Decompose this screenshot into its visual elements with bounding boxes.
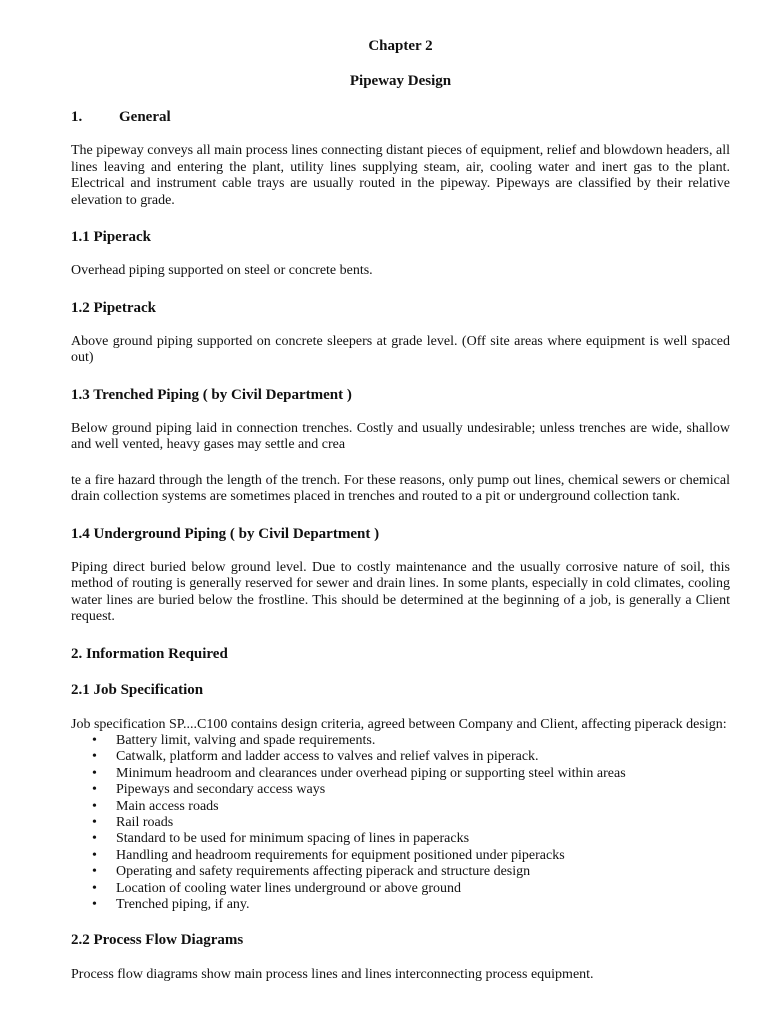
section-heading-piperack: 1.1 Piperack — [71, 229, 151, 245]
section-number: 1. — [71, 109, 83, 125]
list-item: • Operating and safety requirements affecting piperack and structure design — [116, 864, 730, 880]
list-item: • Handling and headroom requirements for equipment positioned under piperacks — [116, 848, 730, 864]
list-item: • Main access roads — [116, 799, 730, 815]
job-spec-list — [71, 733, 730, 913]
chapter-label: Chapter 2 — [368, 38, 433, 54]
paragraph-general: The pipeway conveys all main process lines connecting distant pieces of equipment, relief and blowdown headers, all lines leaving and entering the plant, utility lines supplying steam, air, cooling water and inert gas to the plant. Electrical and instrument cable trays are usually routed in the pipeway. Pipeways are classified by their relative elevation to grade. — [71, 143, 730, 208]
page-title: Pipeway Design — [349, 73, 452, 89]
section-heading-pipetrack: 1.2 Pipetrack — [71, 299, 156, 316]
paragraph-trenched-1: Below ground piping laid in connection trenches. Costly and usually undesirable; unless trenches are wide, shallow and well vented, heavy gases may settle and crea — [71, 420, 730, 452]
paragraph-pipetrack: Above ground piping supported on concrete sleepers at grade level. (Off site areas where equipment is well spaced out) — [71, 333, 730, 365]
section-heading-job-spec: 2.1 Job Specification — [71, 681, 204, 698]
list-item: • Pipeways and secondary access ways — [116, 782, 730, 798]
list-item: • Minimum headroom and clearances under overhead piping or supporting steel within areas — [116, 766, 730, 782]
section-heading-pfd: 2.2 Process Flow Diagrams — [71, 932, 244, 949]
section-heading-text: General — [119, 109, 171, 125]
section-heading-trenched: 1.3 Trenched Piping ( by Civil Department ) — [71, 386, 352, 403]
paragraph-trenched-2: te a fire hazard through the length of the trench. For these reasons, only pump out lines, chemical sewers or chemical drain collection systems are sometimes placed in trenches and routed to a pit or underground collection tank. — [71, 472, 730, 504]
list-item: • Rail roads — [116, 815, 730, 831]
paragraph-job-spec-intro: Job specification SP....C100 contains design criteria, agreed between Company and Client, affecting piperack design: — [71, 716, 727, 732]
list-item: • Standard to be used for minimum spacing of lines in paperacks — [116, 831, 730, 847]
section-heading-underground: 1.4 Underground Piping ( by Civil Department ) — [71, 525, 380, 542]
section-heading-general — [71, 108, 730, 126]
paragraph-underground: Piping direct buried below ground level. Due to costly maintenance and the usually corrosive nature of soil, this method of routing is generally reserved for sewer and drain lines. In some plants, especially in cold climates, cooling water lines are buried below the frostline. This should be determined at the beginning of a job, is generally a Client request. — [71, 559, 730, 624]
section-heading-info-required: 2. Information Required — [71, 645, 228, 662]
list-item: • Location of cooling water lines underground or above ground — [116, 881, 730, 897]
list-item: • Battery limit, valving and spade requirements. — [116, 733, 730, 749]
paragraph-piperack: Overhead piping supported on steel or concrete bents. — [71, 263, 373, 278]
list-item: • Trenched piping, if any. — [116, 897, 730, 913]
paragraph-pfd: Process flow diagrams show main process lines and lines interconnecting process equipment. — [71, 967, 594, 983]
list-item: • Catwalk, platform and ladder access to valves and relief valves in piperack. — [116, 749, 730, 765]
